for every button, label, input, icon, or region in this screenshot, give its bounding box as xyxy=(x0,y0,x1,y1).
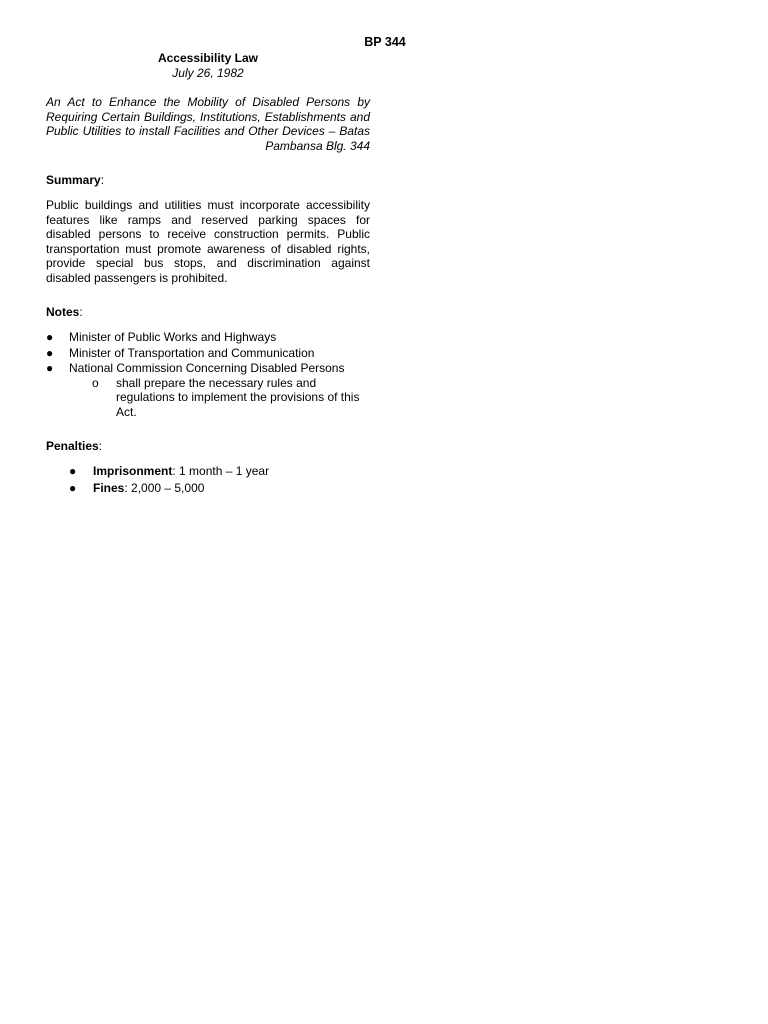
summary-text: Public buildings and utilities must incorporate accessibility features like ramps and reserved parking spaces for disabled persons to receive construction permits. Public transportation must promote awareness of disabled rights, provide special bus stops, and discrimination against disabled passengers is prohibited. xyxy=(46,198,370,285)
circle-bullet-icon: o xyxy=(92,375,99,390)
penalty-label: Fines xyxy=(93,480,125,495)
document-date: July 26, 1982 xyxy=(172,66,244,80)
summary-heading xyxy=(46,173,370,188)
bullet-icon: ● xyxy=(69,480,77,495)
notes-heading xyxy=(46,305,370,320)
document-title: Accessibility Law xyxy=(157,51,259,65)
summary-heading-label: Summary xyxy=(46,173,101,187)
penalty-value: 1 month – 1 year xyxy=(179,464,270,478)
notes-heading-label: Notes xyxy=(46,305,80,319)
bullet-icon: ● xyxy=(46,330,54,344)
notes-sub-list xyxy=(69,376,370,420)
list-item xyxy=(46,330,370,345)
bullet-icon: ● xyxy=(69,464,77,478)
notes-heading-colon: : xyxy=(79,305,83,319)
list-item xyxy=(69,464,370,479)
penalty-colon: : xyxy=(172,464,180,478)
penalties-heading xyxy=(46,439,370,454)
notes-list xyxy=(46,330,370,420)
penalties-heading-colon: : xyxy=(98,439,103,453)
list-item xyxy=(46,361,370,419)
note-text: National Commission Concerning Disabled Persons xyxy=(69,361,345,375)
penalty-colon: : xyxy=(124,480,132,495)
sub-list-item xyxy=(69,376,370,420)
document-code: BP 344 xyxy=(364,35,406,49)
bullet-icon: ● xyxy=(46,345,54,360)
list-item xyxy=(69,481,370,496)
note-text: Minister of Public Works and Highways xyxy=(69,330,277,344)
penalties-list xyxy=(69,464,370,497)
penalty-value: 2,000 – 5,000 xyxy=(131,480,205,495)
note-text: Minister of Transportation and Communication xyxy=(69,345,315,360)
bullet-icon: ● xyxy=(46,361,54,375)
penalty-label: Imprisonment xyxy=(93,464,173,478)
summary-heading-colon: : xyxy=(100,173,105,187)
sub-note-text: shall prepare the necessary rules and regulations to implement the provisions of this Act. xyxy=(116,375,360,419)
penalties-heading-label: Penalties xyxy=(46,439,99,453)
list-item xyxy=(46,346,370,361)
document-description: An Act to Enhance the Mobility of Disabled Persons by Requiring Certain Buildings, Institutions, Establishments and Public Utilities to install Facilities and Other Devices – Batas Pambansa Blg. 344 xyxy=(46,95,370,153)
